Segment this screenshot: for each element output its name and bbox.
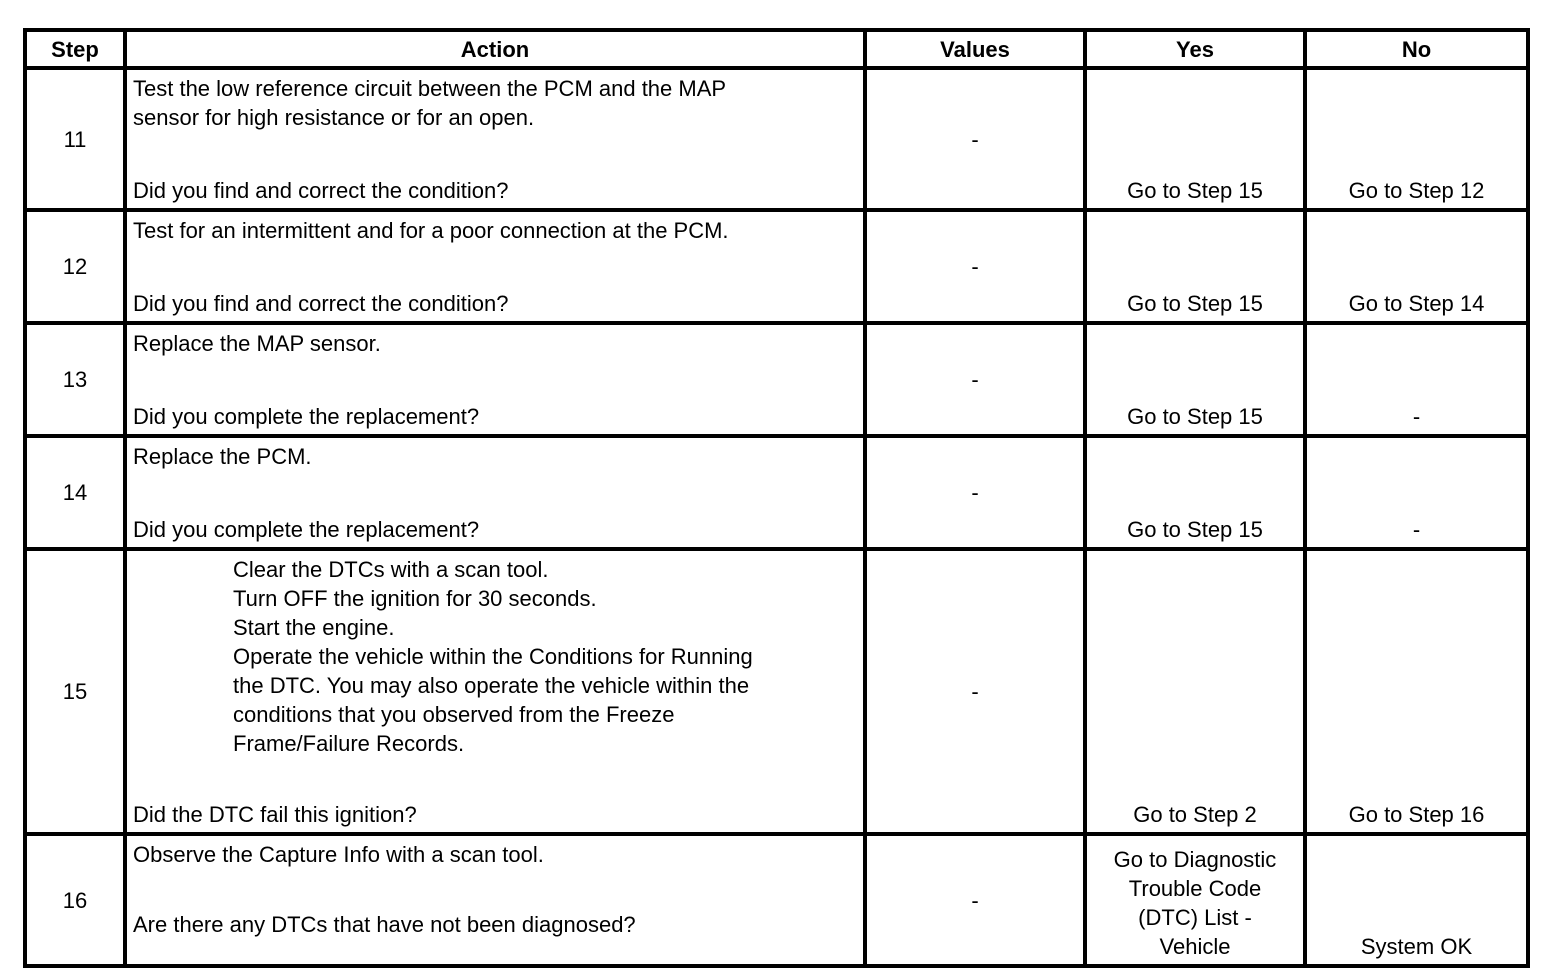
step-number: 12 [25, 210, 125, 323]
header-yes: Yes [1085, 30, 1305, 68]
header-no: No [1305, 30, 1528, 68]
yes-cell: Go to Step 15 [1085, 68, 1305, 210]
action-cell [125, 210, 865, 323]
action-question: Did you find and correct the condition? [133, 178, 509, 203]
table-row [25, 834, 1528, 966]
values-cell: - [865, 210, 1085, 323]
action-cell [125, 549, 865, 834]
action-question: Are there any DTCs that have not been diagnosed? [133, 912, 636, 937]
no-cell: Go to Step 16 [1305, 549, 1528, 834]
yes-cell: Go to Step 2 [1085, 549, 1305, 834]
header-row [25, 30, 1528, 68]
step-number: 15 [25, 549, 125, 834]
yes-cell: Go to Step 15 [1085, 323, 1305, 436]
step-number: 16 [25, 834, 125, 966]
header-values: Values [865, 30, 1085, 68]
action-cell [125, 834, 865, 966]
yes-cell: Go to Step 15 [1085, 436, 1305, 549]
action-question: Did you find and correct the condition? [133, 291, 509, 316]
action-cell [125, 68, 865, 210]
action-text: Observe the Capture Info with a scan tool. [133, 842, 544, 867]
values-cell: - [865, 549, 1085, 834]
no-cell: Go to Step 14 [1305, 210, 1528, 323]
action-cell [125, 436, 865, 549]
header-step: Step [25, 30, 125, 68]
values-cell: - [865, 323, 1085, 436]
diagnostic-table [23, 28, 1530, 968]
no-cell: - [1305, 323, 1528, 436]
step-number: 11 [25, 68, 125, 210]
action-text: Test the low reference circuit between the PCM and the MAP sensor for high resistance or for an open. [133, 76, 727, 130]
yes-cell: Go to Diagnostic Trouble Code (DTC) List - Vehicle [1085, 834, 1305, 966]
action-text: Replace the MAP sensor. [133, 331, 381, 356]
table-row [25, 549, 1528, 834]
table-row [25, 210, 1528, 323]
no-cell: System OK [1305, 834, 1528, 966]
no-cell: - [1305, 436, 1528, 549]
table-row [25, 323, 1528, 436]
action-question: Did the DTC fail this ignition? [133, 802, 417, 827]
step-number: 14 [25, 436, 125, 549]
action-text: Test for an intermittent and for a poor connection at the PCM. [133, 218, 729, 243]
step-number: 13 [25, 323, 125, 436]
action-cell [125, 323, 865, 436]
yes-cell: Go to Step 15 [1085, 210, 1305, 323]
values-cell: - [865, 834, 1085, 966]
table-row [25, 68, 1528, 210]
values-cell: - [865, 68, 1085, 210]
action-text: Clear the DTCs with a scan tool. Turn OFF the ignition for 30 seconds. Start the engine. Operate the vehicle within the Conditions for Running the DTC. You may also operate the vehicle within the conditions that you observed from the Freeze Frame/Failure Records. [233, 557, 753, 756]
no-cell: Go to Step 12 [1305, 68, 1528, 210]
action-question: Did you complete the replacement? [133, 517, 480, 542]
header-action: Action [125, 30, 865, 68]
table-row [25, 436, 1528, 549]
action-question: Did you complete the replacement? [133, 404, 480, 429]
action-text: Replace the PCM. [133, 444, 312, 469]
values-cell: - [865, 436, 1085, 549]
